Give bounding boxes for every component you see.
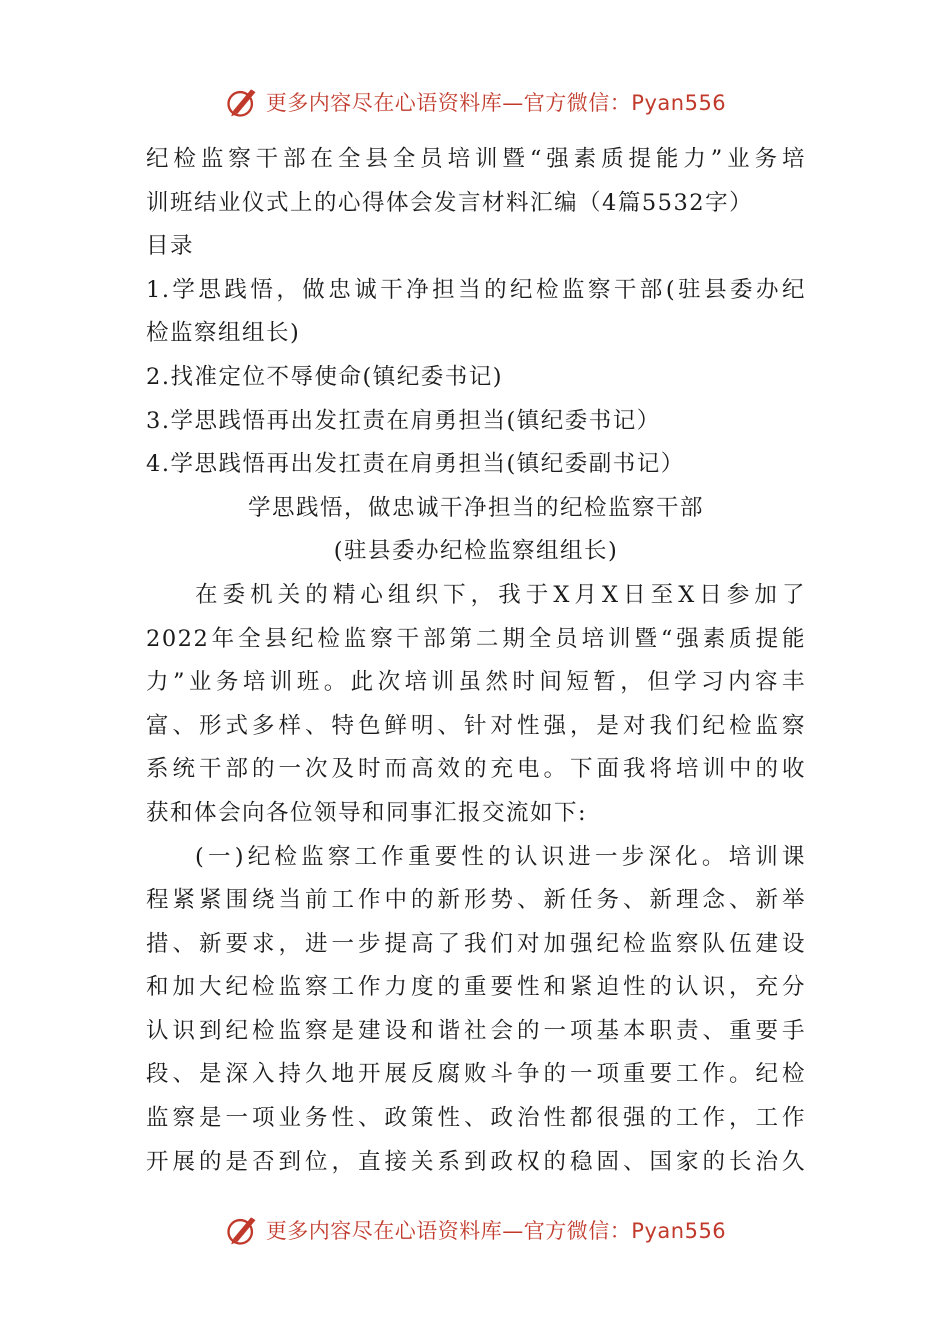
- watermark-text: 更多内容尽在心语资料库—官方微信：Pyan556: [265, 91, 727, 115]
- paragraph-2-line: 开展的是否到位，直接关系到政权的稳固、国家的长治久: [146, 1148, 806, 1175]
- toc-item-2: 2.找准定位不辱使命(镇纪委书记): [146, 363, 504, 390]
- paragraph-1-line: 2022年全县纪检监察干部第二期全员培训暨“强素质提能: [146, 625, 806, 652]
- toc-item-3: 3.学思践悟再出发扛责在肩勇担当(镇纪委书记）: [146, 407, 661, 434]
- paragraph-1-line: 富、形式多样、特色鲜明、针对性强，是对我们纪检监察: [146, 712, 806, 739]
- paragraph-1-line: 系统干部的一次及时而高效的充电。下面我将培训中的收: [146, 756, 806, 783]
- toc-item-1-continued: 检监察组组长): [146, 320, 301, 347]
- paragraph-1-line: 在委机关的精心组织下，我于X月X日至X日参加了: [195, 581, 806, 608]
- toc-item-1: 1.学思践悟，做忠诚干净担当的纪检监察干部(驻县委办纪: [146, 276, 806, 303]
- watermark-text: 更多内容尽在心语资料库—官方微信：Pyan556: [265, 1219, 727, 1243]
- document-title-line-1: 纪检监察干部在全县全员培训暨“强素质提能力”业务培: [146, 146, 806, 172]
- toc-item-4: 4.学思践悟再出发扛责在肩勇担当(镇纪委副书记）: [146, 451, 685, 478]
- toc-heading: 目录: [146, 233, 195, 260]
- paragraph-2-line: 程紧紧围绕当前工作中的新形势、新任务、新理念、新举: [146, 887, 806, 914]
- pen-logo-icon: [224, 1212, 260, 1248]
- section-author: (驻县委办纪检监察组组长): [333, 538, 619, 565]
- paragraph-1-line: 力”业务培训班。此次培训虽然时间短暂，但学习内容丰: [146, 669, 806, 696]
- paragraph-2-line: 认识到纪检监察是建设和谐社会的一项基本职责、重要手: [146, 1017, 806, 1044]
- document-body: [146, 138, 806, 1184]
- paragraph-2-line: 措、新要求，进一步提高了我们对加强纪检监察队伍建设: [146, 930, 806, 957]
- watermark-header: [0, 80, 950, 124]
- paragraph-1-line: 获和体会向各位领导和同事汇报交流如下:: [146, 799, 588, 826]
- paragraph-2-line: (一)纪检监察工作重要性的认识进一步深化。培训课: [195, 843, 806, 870]
- section-title: 学思践悟，做忠诚干净担当的纪检监察干部: [247, 494, 704, 521]
- paragraph-2-line: 和加大纪检监察工作力度的重要性和紧迫性的认识，充分: [146, 974, 806, 1001]
- document-title-line-2: 训班结业仪式上的心得体会发言材料汇编（4篇5532字）: [146, 189, 754, 216]
- paragraph-2-line: 段、是深入持久地开展反腐败斗争的一项重要工作。纪检: [146, 1061, 806, 1088]
- paragraph-2-line: 监察是一项业务性、政策性、政治性都很强的工作，工作: [146, 1105, 806, 1132]
- watermark-footer: [0, 1208, 950, 1252]
- pen-logo-icon: [224, 84, 260, 120]
